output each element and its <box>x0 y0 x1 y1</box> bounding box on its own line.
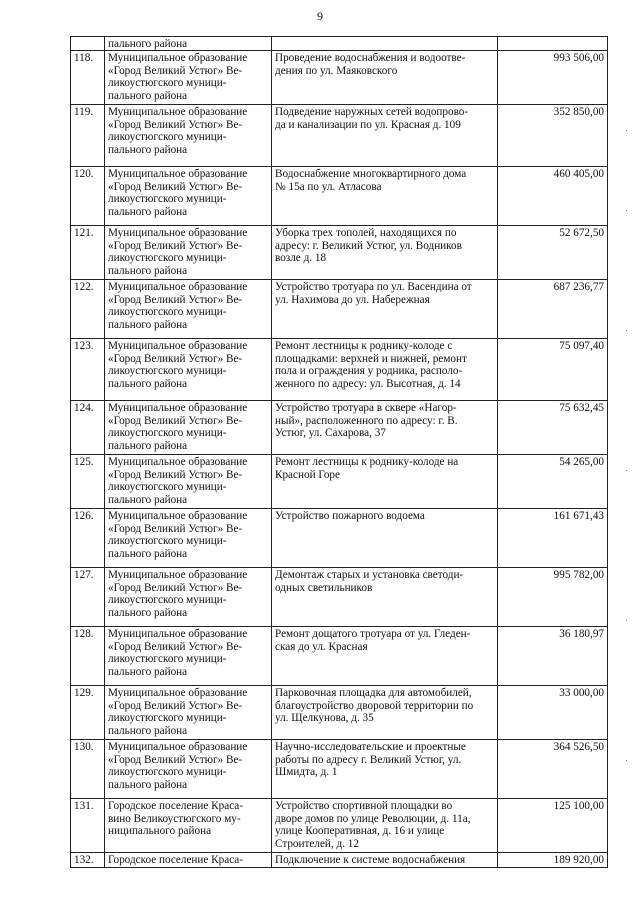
projects-table <box>70 36 608 868</box>
row-number: 125. <box>71 455 105 509</box>
work-description-cell: Подведение наружных сетей водопрово- да и канализации по ул. Красная д. 109 <box>272 105 498 167</box>
work-description-cell: Научно-исследовательские и проектные работы по адресу г. Великий Устюг, ул. Шмидта, д. 1 <box>272 740 498 799</box>
scan-dot <box>626 210 627 211</box>
table-row <box>71 799 608 853</box>
organization-cell: Муниципальное образование «Город Великий Устюг» Ве- ликоустюгского муници- пального района <box>105 686 272 740</box>
amount-cell <box>498 37 608 51</box>
organization-cell: Муниципальное образование «Город Великий Устюг» Ве- ликоустюгского муници- пального района <box>105 627 272 686</box>
table-row <box>71 455 608 509</box>
work-description-cell: Ремонт дощатого тротуара от ул. Гледен- ская до ул. Красная <box>272 627 498 686</box>
work-description-cell: Устройство пожарного водоема <box>272 509 498 568</box>
table-row <box>71 280 608 339</box>
amount-cell: 993 506,00 <box>498 51 608 105</box>
organization-cell: Муниципальное образование «Город Великий Устюг» Ве- ликоустюгского муници- пального района <box>105 280 272 339</box>
work-description-cell: Устройство тротуара в сквере «Нагор- ный», расположенного по адресу: г. В. Устюг, ул. Сахарова, 37 <box>272 401 498 455</box>
table-row <box>71 226 608 280</box>
row-number: 122. <box>71 280 105 339</box>
row-number: 130. <box>71 740 105 799</box>
row-number: 132. <box>71 853 105 867</box>
work-description-cell: Уборка трех тополей, находящихся по адресу: г. Великий Устюг, ул. Водников возле д. 18 <box>272 226 498 280</box>
amount-cell: 687 236,77 <box>498 280 608 339</box>
organization-cell: Муниципальное образование «Город Великий Устюг» Ве- ликоустюгского муници- пального района <box>105 167 272 226</box>
amount-cell: 364 526,50 <box>498 740 608 799</box>
table-row <box>71 167 608 226</box>
amount-cell: 75 097,40 <box>498 339 608 401</box>
row-number: 118. <box>71 51 105 105</box>
row-number: 127. <box>71 568 105 627</box>
scan-dot <box>626 620 627 621</box>
scan-margin-dots <box>626 0 628 905</box>
amount-cell: 75 632,45 <box>498 401 608 455</box>
work-description-cell: Водоснабжение многоквартирного дома № 15а по ул. Атласова <box>272 167 498 226</box>
amount-cell: 189 920,00 <box>498 853 608 867</box>
row-number: 120. <box>71 167 105 226</box>
row-number: 128. <box>71 627 105 686</box>
row-number: 131. <box>71 799 105 853</box>
row-number: 126. <box>71 509 105 568</box>
organization-cell: Муниципальное образование «Город Великий Устюг» Ве- ликоустюгского муници- пального района <box>105 568 272 627</box>
amount-cell: 125 100,00 <box>498 799 608 853</box>
amount-cell: 52 672,50 <box>498 226 608 280</box>
organization-cell: Муниципальное образование «Город Великий Устюг» Ве- ликоустюгского муници- пального района <box>105 339 272 401</box>
row-number: 124. <box>71 401 105 455</box>
amount-cell: 460 405,00 <box>498 167 608 226</box>
organization-cell: Городское поселение Краса- вино Великоустюгского му- ниципального района <box>105 799 272 853</box>
page-number: 9 <box>317 9 323 23</box>
organization-cell: Муниципальное образование «Город Великий Устюг» Ве- ликоустюгского муници- пального района <box>105 401 272 455</box>
scan-dot <box>626 760 627 761</box>
scan-dot <box>626 330 627 331</box>
table-row <box>71 401 608 455</box>
work-description-cell <box>272 37 498 51</box>
amount-cell: 36 180,97 <box>498 627 608 686</box>
table-row <box>71 740 608 799</box>
work-description-cell: Устройство тротуара по ул. Васендина от ул. Нахимова до ул. Набережная <box>272 280 498 339</box>
organization-cell: Муниципальное образование «Город Великий Устюг» Ве- ликоустюгского муници- пального района <box>105 51 272 105</box>
amount-cell: 33 000,00 <box>498 686 608 740</box>
row-number <box>71 37 105 51</box>
organization-cell: Муниципальное образование «Город Великий Устюг» Ве- ликоустюгского муници- пального района <box>105 226 272 280</box>
work-description-cell: Ремонт лестницы к роднику-колоде с площадками: верхней и нижней, ремонт пола и ограждения у родника, располо- женного по адресу: ул. Высотная, д. 14 <box>272 339 498 401</box>
organization-cell: Городское поселение Краса- <box>105 853 272 867</box>
table-row <box>71 105 608 167</box>
row-number: 129. <box>71 686 105 740</box>
table-row <box>71 509 608 568</box>
work-description-cell: Устройство спортивной площадки во дворе домов по улице Революции, д. 11а, улице Кооперативная, д. 16 и улице Строителей, д. 12 <box>272 799 498 853</box>
table-row <box>71 339 608 401</box>
row-number: 119. <box>71 105 105 167</box>
row-number: 123. <box>71 339 105 401</box>
organization-cell: Муниципальное образование «Город Великий Устюг» Ве- ликоустюгского муници- пального района <box>105 105 272 167</box>
table-row <box>71 51 608 105</box>
organization-cell: Муниципальное образование «Город Великий Устюг» Ве- ликоустюгского муници- пального района <box>105 740 272 799</box>
organization-cell: Муниципальное образование «Город Великий Устюг» Ве- ликоустюгского муници- пального района <box>105 455 272 509</box>
organization-cell: Муниципальное образование «Город Великий Устюг» Ве- ликоустюгского муници- пального района <box>105 509 272 568</box>
table-row <box>71 627 608 686</box>
work-description-cell: Проведение водоснабжения и водоотве- дения по ул. Маяковского <box>272 51 498 105</box>
organization-cell: пального района <box>105 37 272 51</box>
work-description-cell: Ремонт лестницы к роднику-колоде на Красной Горе <box>272 455 498 509</box>
work-description-cell: Подключение к системе водоснабжения <box>272 853 498 867</box>
work-description-cell: Демонтаж старых и установка светоди- одных светильников <box>272 568 498 627</box>
scan-dot <box>626 470 627 471</box>
amount-cell: 995 782,00 <box>498 568 608 627</box>
table-row <box>71 568 608 627</box>
table-row <box>71 853 608 867</box>
table-row <box>71 37 608 51</box>
work-description-cell: Парковочная площадка для автомобилей, благоустройство дворовой территории по ул. Щелкунова, д. 35 <box>272 686 498 740</box>
amount-cell: 161 671,43 <box>498 509 608 568</box>
scan-dot <box>626 130 627 131</box>
row-number: 121. <box>71 226 105 280</box>
amount-cell: 352 850,00 <box>498 105 608 167</box>
table-row <box>71 686 608 740</box>
amount-cell: 54 265,00 <box>498 455 608 509</box>
